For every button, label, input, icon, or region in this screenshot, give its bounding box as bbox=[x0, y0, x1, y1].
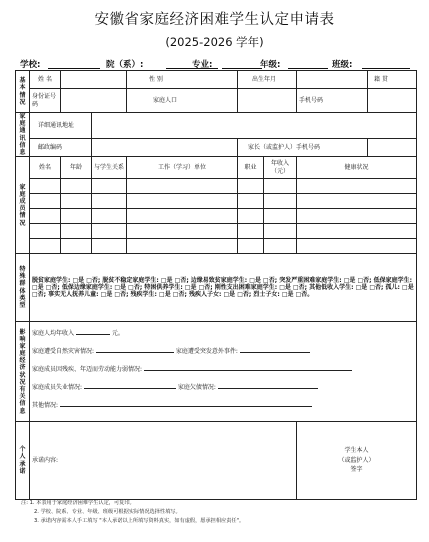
income-field[interactable] bbox=[76, 327, 110, 335]
col-workplace: 工作（学习）单位 bbox=[127, 157, 238, 179]
form-title: 安徽省家庭经济困难学生认定申请表 bbox=[94, 12, 335, 28]
disaster-label: 家庭遭受自然灾害情况: bbox=[32, 347, 95, 355]
phone-label: 手机号码 bbox=[297, 89, 368, 113]
other-label: 其他情况: bbox=[32, 401, 59, 409]
school-field[interactable] bbox=[48, 68, 100, 69]
unemployed-field[interactable] bbox=[84, 381, 176, 389]
member-row bbox=[16, 224, 417, 239]
grade-field[interactable] bbox=[288, 68, 328, 69]
footnotes bbox=[21, 499, 421, 526]
col-income: 年收入（元） bbox=[264, 157, 297, 179]
phone-field[interactable] bbox=[368, 89, 417, 113]
footnote-1: 注: 1. 本表用于家庭经济困难学生认定，可复印。 bbox=[21, 500, 135, 506]
economic-info bbox=[30, 322, 417, 422]
member-row bbox=[16, 179, 417, 194]
member-row bbox=[16, 239, 417, 254]
income-unit: 元。 bbox=[111, 329, 124, 337]
birth-field[interactable] bbox=[297, 71, 368, 89]
school-label: 学校: bbox=[20, 60, 41, 70]
statement-content[interactable] bbox=[30, 422, 297, 500]
col-name: 姓名 bbox=[30, 157, 61, 179]
signature-area[interactable] bbox=[297, 422, 417, 500]
major-field[interactable] bbox=[222, 68, 262, 69]
form-subtitle: (2025-2026 学年) bbox=[165, 35, 264, 49]
statement-section-label: 个 人 承 诺 bbox=[16, 422, 30, 500]
signature-label-3: 签字 bbox=[350, 466, 363, 474]
birth-label: 出生年月 bbox=[238, 71, 297, 89]
class-field[interactable] bbox=[362, 68, 410, 69]
labor-field[interactable] bbox=[144, 363, 352, 371]
college-label: 院（系）: bbox=[106, 60, 144, 70]
signature-label-1: 学生本人 bbox=[344, 447, 369, 455]
income-label: 家庭人均年收入 bbox=[32, 329, 75, 337]
other-field[interactable] bbox=[60, 399, 312, 407]
signature-label-2: （或监护人） bbox=[338, 456, 375, 464]
member-row bbox=[16, 194, 417, 209]
gender-label: 性 别 bbox=[127, 71, 238, 89]
special-group-options[interactable]: 脱贫家庭学生: □是 □否; 脱贫不稳定家庭学生: □是 □否; 边缘易致贫家庭学生: □是 □否; 突发严重困难家庭学生: □是 □否; 低保家庭学生: □是 □否; 低保边缘家庭学生: □是 □否; 特困供养学生: □是 □否; 刚性支出困难家庭学生: □是 □否; 其他低收入学生: □是 □否; 孤儿: □是 □否; 事实无人抚养儿童: □是 □否; 残疾学生: □是 □否; 残疾人子女: □是 □否; 烈士子女: □是 □否。 bbox=[30, 254, 417, 322]
unemployed-label: 家庭成员失业情况: bbox=[32, 383, 83, 391]
postal-field[interactable] bbox=[92, 138, 238, 157]
debt-label: 家庭欠债情况: bbox=[177, 383, 216, 391]
basic-info-section-label: 基 本 情 况 bbox=[16, 71, 30, 113]
address-label: 详细通讯地址 bbox=[30, 113, 92, 139]
accident-field[interactable] bbox=[240, 345, 310, 353]
col-relation: 与学生关系 bbox=[92, 157, 127, 179]
address-field[interactable] bbox=[92, 113, 417, 139]
footnote-2: 2. 学校、院系、专业、年级、班级可根据实际情况选择性填写。 bbox=[34, 509, 181, 515]
major-label: 专业: bbox=[192, 60, 213, 70]
disaster-field[interactable] bbox=[96, 345, 174, 353]
ethnicity-label: 籍 贯 bbox=[368, 71, 417, 89]
application-form-table bbox=[15, 70, 417, 500]
id-number-field[interactable] bbox=[61, 89, 127, 113]
member-row bbox=[16, 209, 417, 224]
accident-label: 家庭遭受突发意外事件: bbox=[175, 347, 238, 355]
name-label: 姓 名 bbox=[30, 71, 61, 89]
guardian-phone-label: 家长（或监护人）手机号码 bbox=[238, 138, 368, 157]
name-field[interactable] bbox=[61, 71, 127, 89]
debt-field[interactable] bbox=[218, 381, 318, 389]
id-number-label: 身份证号 码 bbox=[30, 89, 61, 113]
postal-label: 邮政编码 bbox=[30, 138, 92, 157]
contact-section-label: 家庭 通讯 信息 bbox=[16, 113, 30, 157]
members-section-label: 家 庭 成 员 情 况 bbox=[16, 157, 30, 254]
col-occupation: 职业 bbox=[238, 157, 264, 179]
col-age: 年龄 bbox=[61, 157, 92, 179]
form-header-fields bbox=[20, 58, 415, 70]
footnote-3: 3. 承诺内容需本人手工填写 "本人承诺以上所填写资料真实，如有虚假，愿承担相应责任"。 bbox=[34, 518, 245, 524]
labor-label: 家庭成员因残疾、年迈而劳动能力弱情况: bbox=[32, 365, 143, 373]
economic-section-label: 影响 家庭 经济 状况 有关 信息 bbox=[16, 322, 30, 422]
statement-content-label: 承诺内容: bbox=[32, 457, 59, 465]
col-health: 健康状况 bbox=[297, 157, 417, 179]
class-label: 班级: bbox=[332, 60, 353, 70]
household-size-label: 家庭人口 bbox=[127, 89, 238, 113]
special-section-label: 特殊 群体 类型 bbox=[16, 254, 30, 322]
guardian-phone-field[interactable] bbox=[368, 138, 417, 157]
grade-label: 年级: bbox=[260, 60, 281, 70]
household-size-field[interactable] bbox=[238, 89, 297, 113]
